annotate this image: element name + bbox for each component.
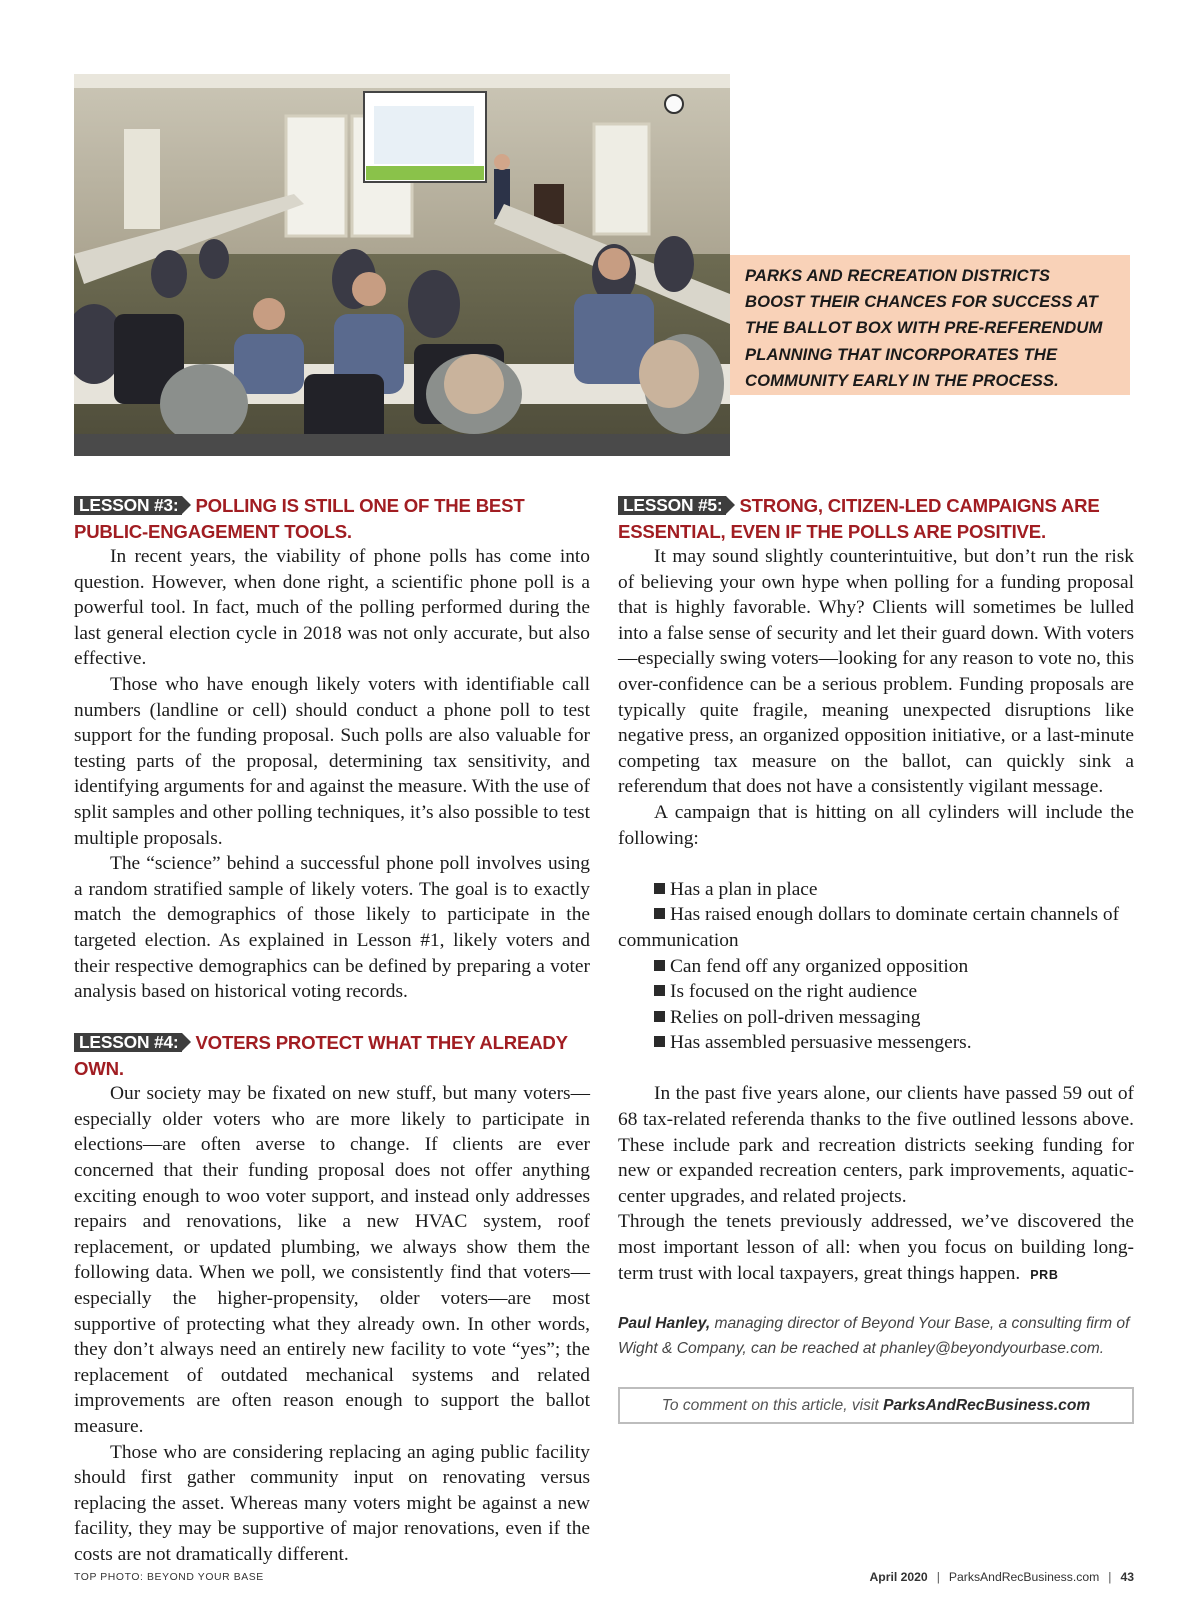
lesson-5-heading bbox=[618, 493, 1134, 544]
paragraph: The “science” behind a successful phone poll involves using a random stratified sample of likely voters. The goal is to exactly match the demographics of those likely to participate in the targeted election. As explained in Lesson #1, likely voters and their respective demographics can be defined by preparing a voter analysis based on historical voting records. bbox=[74, 853, 590, 1003]
list-item: Can fend off any organized opposition bbox=[618, 954, 1134, 980]
list-item: Has assembled persuasive messengers. bbox=[618, 1030, 1134, 1056]
issue-date: April 2020 bbox=[869, 1570, 928, 1584]
author-bio bbox=[618, 1312, 1134, 1361]
photo-caption: PARKS AND RECREATION DISTRICTS BOOST THEIR CHANCES FOR SUCCESS AT THE BALLOT BOX WITH PRE-REFERENDUM PLANNING THAT INCORPORATES THE COMMUNITY EARLY IN THE PROCESS. bbox=[745, 266, 1103, 390]
paragraph: A campaign that is hitting on all cylinders will include the following: bbox=[618, 801, 1134, 849]
final-paragraph: Through the tenets previously addressed, we’ve discovered the most important lesson of all: when you focus on building long-term trust with local taxpayers, great things happen. PRB bbox=[618, 1211, 1134, 1284]
square-bullet-icon bbox=[654, 985, 665, 996]
footer-site: ParksAndRecBusiness.com bbox=[948, 1570, 1100, 1584]
page-footer bbox=[869, 1570, 1134, 1584]
comment-prefix: To comment on this article, visit bbox=[661, 1397, 879, 1415]
lesson-4-tag: LESSON #4: bbox=[74, 1033, 182, 1052]
prb-end-mark: PRB bbox=[1030, 1267, 1059, 1282]
paragraph: In the past five years alone, our clients have passed 59 out of 68 tax-related referenda thanks to the five outlined lessons above. These include park and recreation districts seeking funding for new or expanded recreation centers, park improvements, aquatic-center upgrades, and related projects. bbox=[618, 1083, 1134, 1207]
photo-credit: TOP PHOTO: BEYOND YOUR BASE bbox=[74, 1572, 264, 1583]
lesson-3-body bbox=[74, 544, 590, 1005]
paragraph: Those who are considering replacing an aging public facility should first gather community input on renovating versus replacing the asset. Whereas many voters might be against a new facility, they may be supportive of major renovations, even if the costs are not dramatically different. bbox=[74, 1441, 590, 1565]
page-number: 43 bbox=[1120, 1570, 1134, 1584]
top-photo bbox=[74, 74, 730, 456]
lesson-4-title: VOTERS PROTECT WHAT THEY ALREADY OWN. bbox=[74, 1032, 568, 1079]
lesson-4-body bbox=[74, 1081, 590, 1567]
campaign-checklist bbox=[618, 877, 1134, 1056]
photo-caption-box bbox=[730, 255, 1130, 395]
comment-box bbox=[618, 1387, 1134, 1424]
lesson-3-title: POLLING IS STILL ONE OF THE BEST PUBLIC-ENGAGEMENT TOOLS. bbox=[74, 495, 525, 542]
left-column bbox=[74, 493, 590, 1568]
square-bullet-icon bbox=[654, 908, 665, 919]
divider: | bbox=[936, 1570, 940, 1584]
square-bullet-icon bbox=[654, 960, 665, 971]
list-item: Is focused on the right audience bbox=[618, 979, 1134, 1005]
lesson-3-tag: LESSON #3: bbox=[74, 496, 182, 515]
paragraph: Our society may be fixated on new stuff, but many voters—especially older voters who are more likely to participate in elections—are often averse to change. If clients are ever concerned that their funding proposal does not offer anything exciting enough to woo voter support, and instead only addresses repairs and renovations, like a new HVAC system, roof replacement, or updated plumbing, we always show them the following data. When we poll, we consistently find that voters—especially the higher-propensity, older voters—are most supportive of protecting what they already own. In other words, they don’t always need an entirely new facility to vote “yes”; the replacement of outdated mechanical systems and related improvements are often reason enough to support the ballot measure. bbox=[74, 1083, 590, 1437]
paragraph: It may sound slightly counterintuitive, but don’t run the risk of believing your own hype when polling for a funding proposal that is highly favorable. Why? Clients will sometimes be lulled into a false sense of security and let their guard down. With voters—especially swing voters—looking for any reason to vote no, this over-confidence can be a serious problem. Funding proposals are typically quite fragile, meaning unexpected disruptions like negative press, an organized opposition initiative, or a last-minute competing tax measure on the ballot, can quickly sink a referendum that does not have a consistently vigilant message. bbox=[618, 546, 1134, 798]
list-item: Has a plan in place bbox=[618, 877, 1134, 903]
divider: | bbox=[1108, 1570, 1112, 1584]
paragraph: Those who have enough likely voters with identifiable call numbers (landline or cell) should conduct a phone poll to test support for the funding proposal. Such polls are also valuable for testing parts of the proposal, determining tax sensitivity, and identifying arguments for and against the measure. With the use of split samples and other polling techniques, it’s also possible to test multiple proposals. bbox=[74, 673, 590, 849]
paragraph: In recent years, the viability of phone polls has come into question. However, when done right, a scientific phone poll is a powerful tool. In fact, much of the polling performed during the last general election cycle in 2018 was not only accurate, but also effective. bbox=[74, 546, 590, 670]
square-bullet-icon bbox=[654, 1011, 665, 1022]
comment-site-link[interactable]: ParksAndRecBusiness.com bbox=[883, 1397, 1091, 1415]
square-bullet-icon bbox=[654, 1036, 665, 1047]
lesson-5-title: STRONG, CITIZEN-LED CAMPAIGNS ARE ESSENTIAL, EVEN IF THE POLLS ARE POSITIVE. bbox=[618, 495, 1100, 542]
lesson-5-body bbox=[618, 544, 1134, 1288]
lesson-4-heading bbox=[74, 1030, 590, 1081]
meeting-room-illustration bbox=[74, 74, 730, 456]
list-item: Relies on poll-driven messaging bbox=[618, 1005, 1134, 1031]
square-bullet-icon bbox=[654, 883, 665, 894]
lesson-5-tag: LESSON #5: bbox=[618, 496, 726, 515]
list-item: Has raised enough dollars to dominate certain channels of communication bbox=[618, 904, 1120, 951]
right-column bbox=[618, 493, 1134, 1424]
author-bio-text: managing director of Beyond Your Base, a consulting firm of Wight & Company, can be reached at phanley@beyondyourbase.com. bbox=[618, 1315, 1130, 1357]
author-name: Paul Hanley, bbox=[618, 1315, 711, 1333]
lesson-3-heading bbox=[74, 493, 590, 544]
